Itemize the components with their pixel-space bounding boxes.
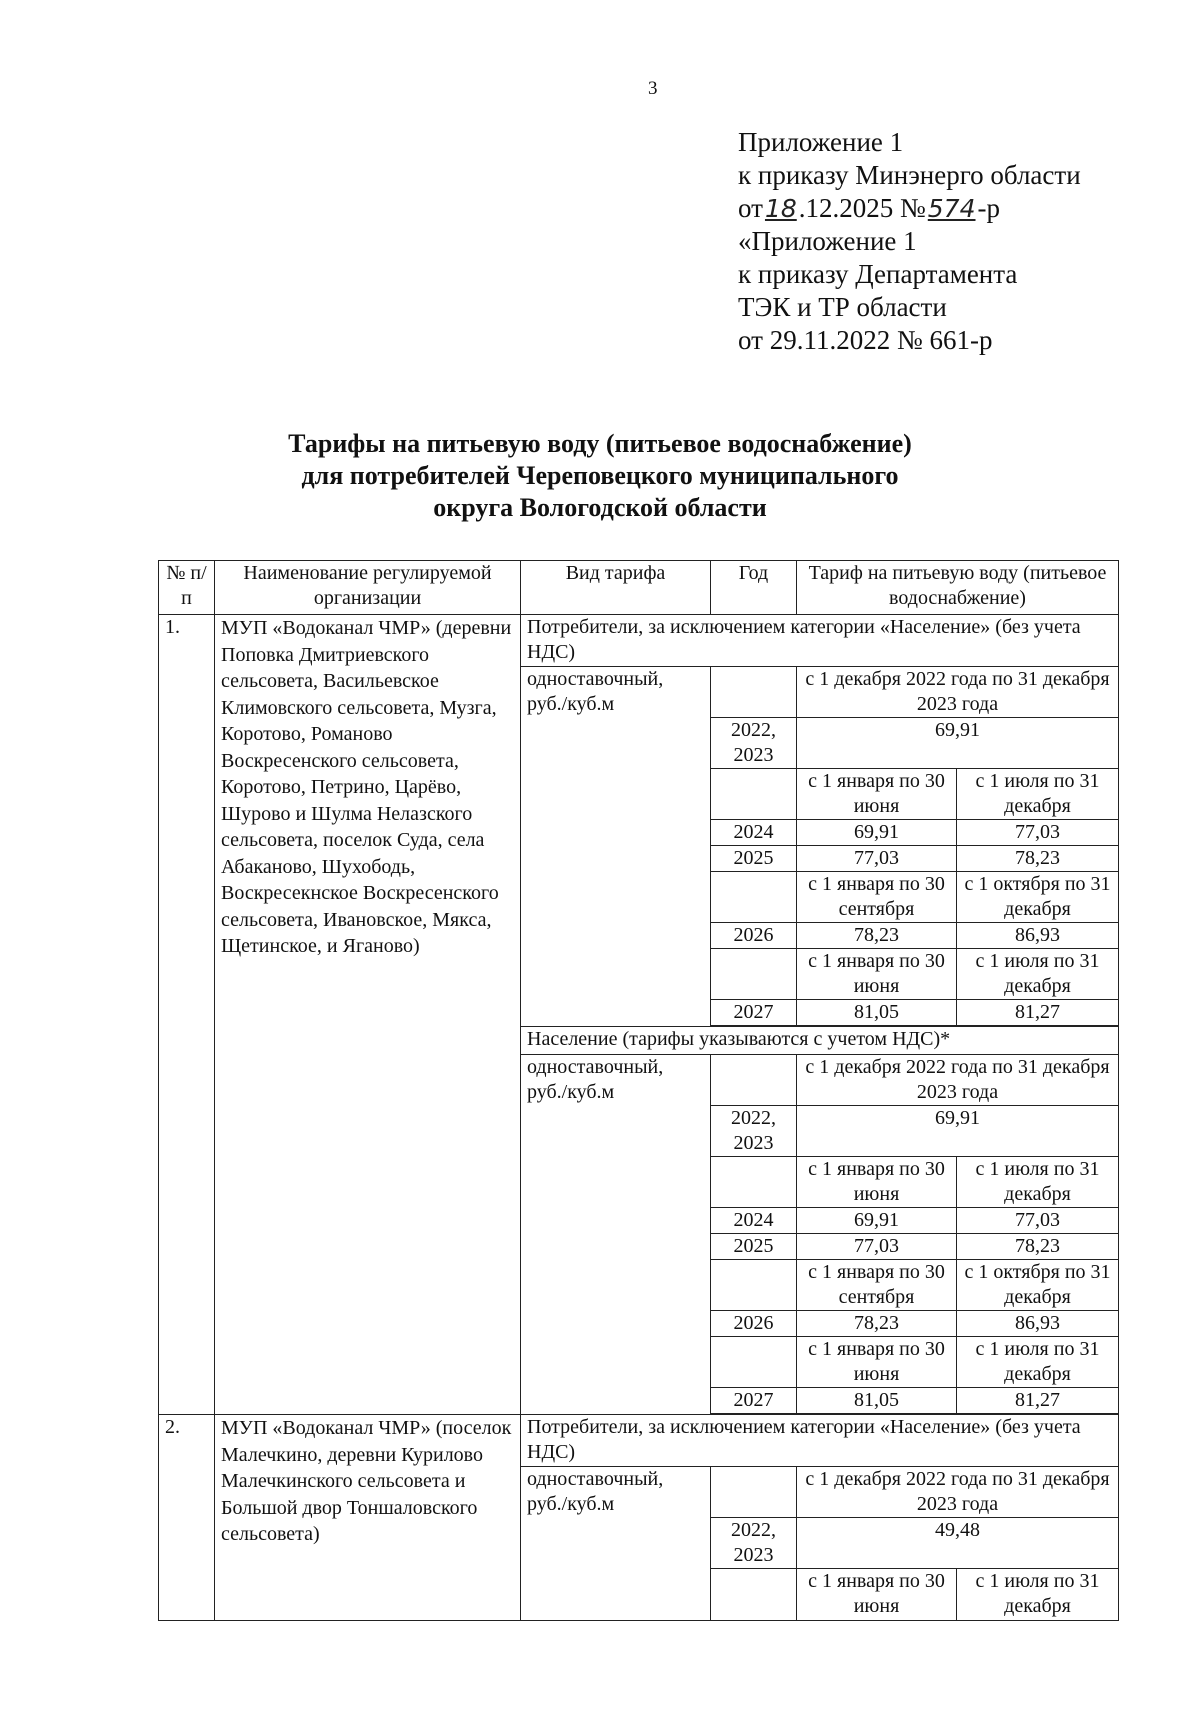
- period-2022-2023: с 1 декабря 2022 года по 31 декабря 2023 года: [797, 1055, 1119, 1106]
- appendix-line-6: ТЭК и ТР области: [738, 292, 947, 322]
- tariff-value: 77,03: [797, 1234, 957, 1260]
- consumer-category-other: Потребители, за исключением категории «Население» (без учета НДС): [521, 615, 1119, 667]
- page-number: 3: [648, 78, 658, 99]
- half-year-2: с 1 июля по 31 декабря: [957, 1157, 1119, 1208]
- half-year-1: с 1 января по 30 июня: [797, 949, 957, 1000]
- tariff-value: 77,03: [957, 1208, 1119, 1234]
- half-year-1: с 1 января по 30 июня: [797, 1337, 957, 1388]
- tariff-value: 81,27: [957, 1000, 1119, 1026]
- half-year-2: с 1 июля по 31 декабря: [957, 1569, 1119, 1621]
- period-left: с 1 января по 30 сентября: [797, 872, 957, 923]
- year-cell: 2022, 2023: [711, 718, 797, 769]
- half-year-1: с 1 января по 30 июня: [797, 1157, 957, 1208]
- table-header-row: [159, 561, 1119, 615]
- tariff-value: 69,91: [797, 820, 957, 846]
- year-cell: 2027: [711, 1388, 797, 1414]
- year-cell: 2026: [711, 923, 797, 949]
- tariff-value: 81,27: [957, 1388, 1119, 1414]
- appendix-header: [738, 126, 1081, 357]
- appendix-date-line: [738, 192, 1081, 225]
- half-year-2: с 1 июля по 31 декабря: [957, 949, 1119, 1000]
- table-row: [159, 615, 1119, 667]
- period-right: с 1 октября по 31 декабря: [957, 872, 1119, 923]
- tariff-value: 86,93: [957, 923, 1119, 949]
- handwritten-day: 18: [764, 194, 797, 223]
- period-2022-2023: с 1 декабря 2022 года по 31 декабря 2023 года: [797, 1467, 1119, 1518]
- order-suffix: -р: [977, 193, 1000, 223]
- row-number: 1.: [159, 615, 215, 1415]
- date-rest: .12.2025 №: [798, 193, 926, 223]
- row-number: 2.: [159, 1415, 215, 1621]
- appendix-line-1: Приложение 1: [738, 127, 904, 157]
- half-year-1: с 1 января по 30 июня: [797, 769, 957, 820]
- year-cell: 2027: [711, 1000, 797, 1026]
- tariff-value: 78,23: [797, 1311, 957, 1337]
- appendix-line-4: «Приложение 1: [738, 226, 917, 256]
- half-year-1: с 1 января по 30 июня: [797, 1569, 957, 1621]
- tariff-value: 81,05: [797, 1000, 957, 1026]
- header-tariff: Тариф на питьевую воду (питьевое водоснабжение): [797, 561, 1119, 615]
- year-cell: 2024: [711, 1208, 797, 1234]
- consumer-category-other: Потребители, за исключением категории «Население» (без учета НДС): [521, 1415, 1119, 1467]
- year-cell: 2026: [711, 1311, 797, 1337]
- document-title: [0, 428, 1200, 524]
- table-row: [159, 1415, 1119, 1467]
- organization-name: МУП «Водоканал ЧМР» (деревни Поповка Дмитриевского сельсовета, Васильевское Климовского сельсовета, Музга, Коротово, Романово Воскресенского сельсовета, Коротово, Петрино, Царёво, Шурово и Шулма Нелазского сельсовета, поселок Суда, села Абаканово, Шухободь, Воскресекнское Воскресенского сельсовета, Ивановское, Мякса, Щетинское, и Яганово): [215, 615, 521, 1415]
- tariff-value: 78,23: [957, 1234, 1119, 1260]
- organization-name: МУП «Водоканал ЧМР» (поселок Малечкино, деревни Курилово Малечкинского сельсовета и Большой двор Тоншаловского сельсовета): [215, 1415, 521, 1621]
- handwritten-order-number: 574: [927, 194, 976, 223]
- half-year-2: с 1 июля по 31 декабря: [957, 1337, 1119, 1388]
- header-org: Наименование регулируемой организации: [215, 561, 521, 615]
- year-cell: 2025: [711, 846, 797, 872]
- half-year-2: с 1 июля по 31 декабря: [957, 769, 1119, 820]
- period-2022-2023: с 1 декабря 2022 года по 31 декабря 2023 года: [797, 667, 1119, 718]
- tariff-value: 49,48: [797, 1518, 1119, 1569]
- tariff-value: 69,91: [797, 1208, 957, 1234]
- year-cell: 2024: [711, 820, 797, 846]
- header-num: № п/п: [159, 561, 215, 615]
- tariff-value: 81,05: [797, 1388, 957, 1414]
- title-line-3: округа Вологодской области: [433, 493, 767, 522]
- tariff-type: одноставочный, руб./куб.м: [521, 667, 711, 1027]
- appendix-line-7: от 29.11.2022 № 661-р: [738, 325, 993, 355]
- title-line-1: Тарифы на питьевую воду (питьевое водоснабжение): [288, 429, 912, 458]
- tariff-value: 69,91: [797, 1106, 1119, 1157]
- tariff-value: 78,23: [797, 923, 957, 949]
- tariffs-table: [158, 560, 1119, 1621]
- appendix-line-5: к приказу Департамента: [738, 259, 1018, 289]
- consumer-category-population: Население (тарифы указываются с учетом НДС)*: [521, 1027, 1119, 1055]
- year-cell: 2022, 2023: [711, 1518, 797, 1569]
- period-right: с 1 октября по 31 декабря: [957, 1260, 1119, 1311]
- tariff-value: 78,23: [957, 846, 1119, 872]
- header-year: Год: [711, 561, 797, 615]
- year-cell: 2025: [711, 1234, 797, 1260]
- tariff-value: 77,03: [797, 846, 957, 872]
- tariff-type: одноставочный, руб./куб.м: [521, 1055, 711, 1415]
- tariff-type: одноставочный, руб./куб.м: [521, 1467, 711, 1621]
- tariff-value: 69,91: [797, 718, 1119, 769]
- tariff-value: 77,03: [957, 820, 1119, 846]
- year-cell: 2022, 2023: [711, 1106, 797, 1157]
- title-line-2: для потребителей Череповецкого муниципального: [301, 461, 899, 490]
- tariff-value: 86,93: [957, 1311, 1119, 1337]
- appendix-line-2: к приказу Минэнерго области: [738, 160, 1081, 190]
- period-left: с 1 января по 30 сентября: [797, 1260, 957, 1311]
- header-type: Вид тарифа: [521, 561, 711, 615]
- date-prefix: от: [738, 193, 763, 223]
